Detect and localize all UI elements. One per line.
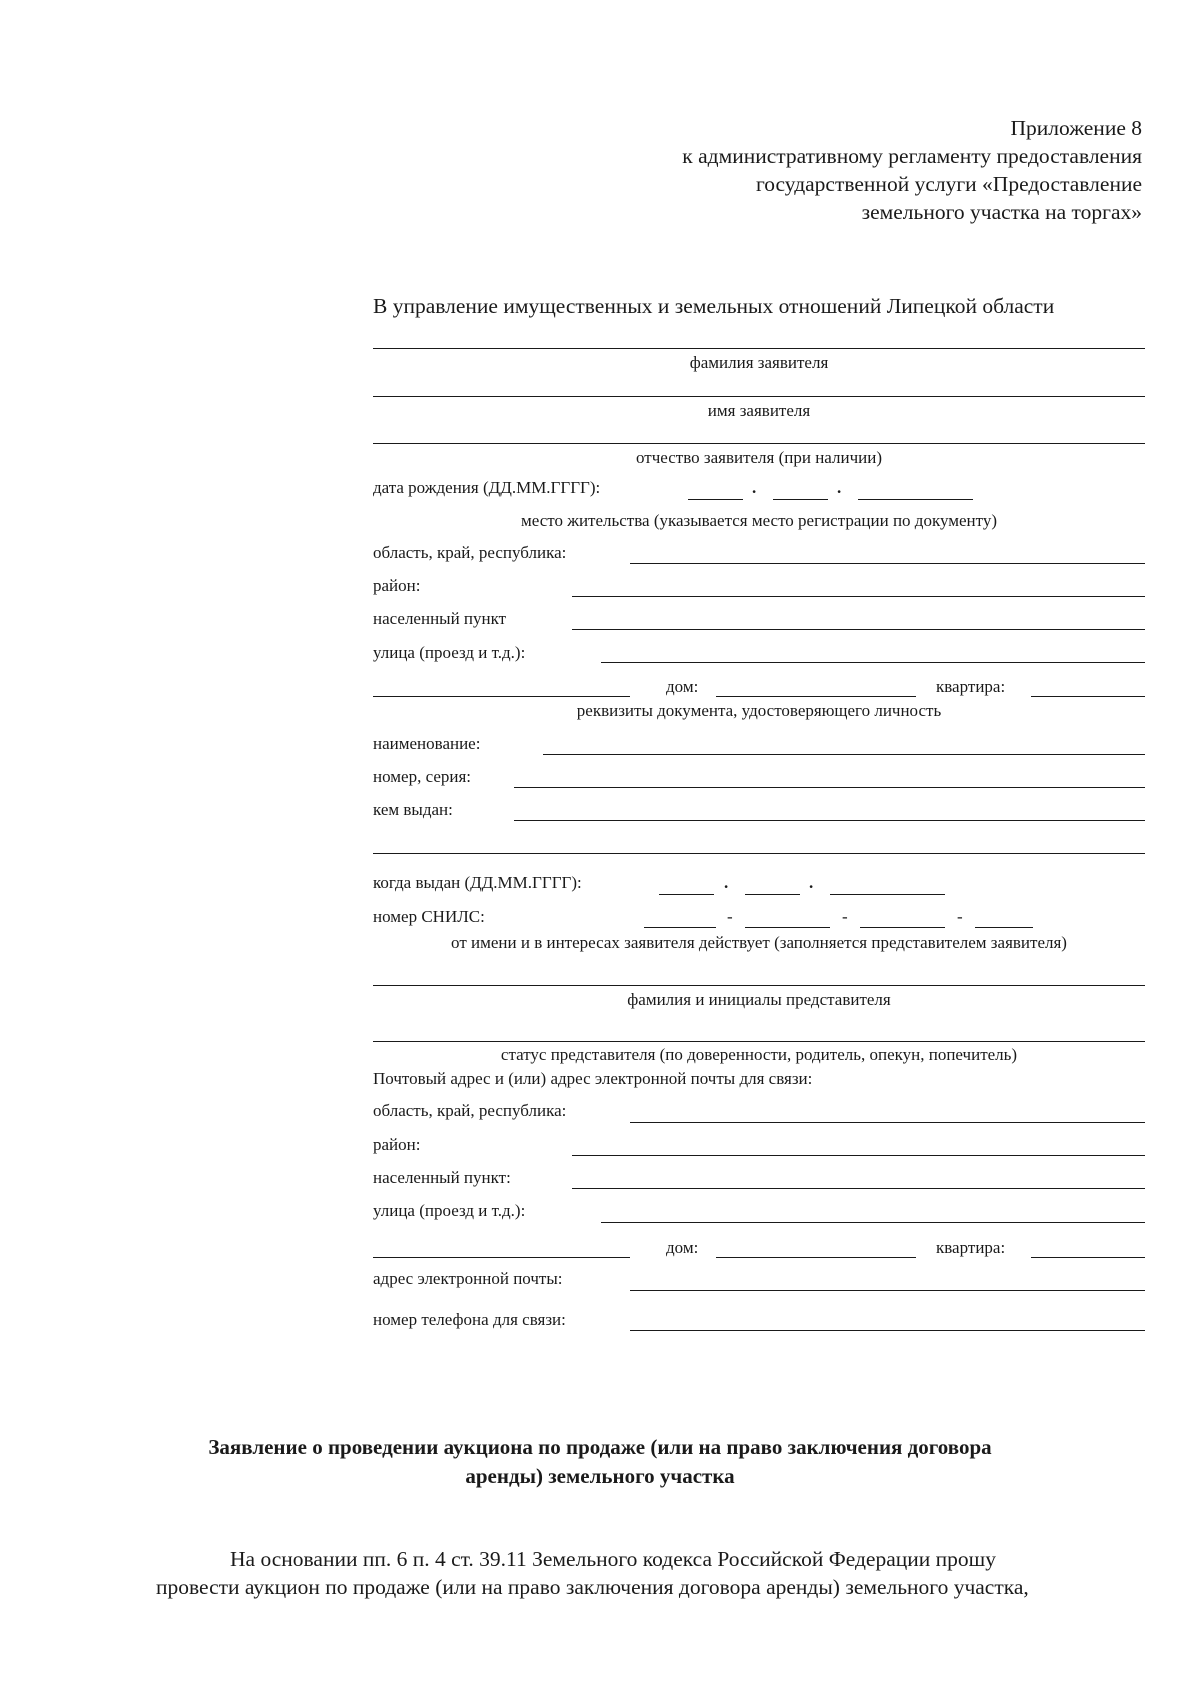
patronymic-caption: отчество заявителя (при наличии): [636, 448, 882, 467]
residence-region-field[interactable]: [630, 563, 1145, 564]
residence-district-field[interactable]: [572, 596, 1145, 597]
identity-doc-caption: реквизиты документа, удостоверяющего личность: [576, 701, 942, 720]
addressee: В управление имущественных и земельных отношений Липецкой области: [373, 294, 1055, 318]
identity-doc-issued-by-field[interactable]: [514, 820, 1145, 821]
email-label: адрес электронной почты:: [373, 1269, 563, 1288]
postal-settlement-label: населенный пункт:: [373, 1168, 511, 1187]
postal-street-continuation-field[interactable]: [373, 1257, 630, 1258]
residence-apartment-label: квартира:: [936, 677, 1006, 696]
postal-settlement-field[interactable]: [572, 1188, 1145, 1189]
issue-date-separator: .: [809, 873, 814, 892]
postal-street-field[interactable]: [601, 1222, 1145, 1223]
postal-caption: Почтовый адрес и (или) адрес электронной почты для связи:: [373, 1069, 813, 1088]
snils-separator: -: [957, 907, 963, 926]
issue-date-separator: .: [724, 873, 729, 892]
statement-title-line1: Заявление о проведении аукциона по продаже (или на право заключения договора: [208, 1435, 992, 1459]
phone-label: номер телефона для связи:: [373, 1310, 566, 1329]
identity-doc-name-label: наименование:: [373, 734, 481, 753]
email-field[interactable]: [630, 1290, 1145, 1291]
residence-settlement-field[interactable]: [572, 629, 1145, 630]
residence-street-continuation-field[interactable]: [373, 696, 630, 697]
patronymic-field[interactable]: [373, 443, 1145, 444]
residence-apartment-field[interactable]: [1031, 696, 1145, 697]
birth-day-field[interactable]: [688, 499, 743, 500]
snils-part2-field[interactable]: [745, 927, 830, 928]
snils-part3-field[interactable]: [860, 927, 945, 928]
identity-doc-issued-by-label: кем выдан:: [373, 800, 453, 819]
residence-region-label: область, край, республика:: [373, 543, 567, 562]
snils-separator: -: [842, 907, 848, 926]
residence-house-field[interactable]: [716, 696, 916, 697]
identity-doc-issue-date-label: когда выдан (ДД.ММ.ГГГГ):: [373, 873, 582, 892]
residence-settlement-label: населенный пункт: [373, 609, 507, 628]
representative-name-caption: фамилия и инициалы представителя: [627, 990, 891, 1009]
residence-caption: место жительства (указывается место регистрации по документу): [520, 511, 998, 530]
birth-year-field[interactable]: [858, 499, 973, 500]
appendix-number: Приложение 8: [1010, 116, 1142, 140]
identity-doc-number-label: номер, серия:: [373, 767, 472, 786]
postal-house-label: дом:: [666, 1238, 699, 1257]
birth-date-separator: .: [837, 478, 842, 497]
identity-doc-number-field[interactable]: [514, 787, 1145, 788]
appendix-service-name-line: земельного участка на торгах»: [861, 200, 1142, 224]
issue-day-field[interactable]: [659, 894, 714, 895]
postal-apartment-label: квартира:: [936, 1238, 1006, 1257]
snils-label: номер СНИЛС:: [373, 907, 485, 926]
postal-street-label: улица (проезд и т.д.):: [373, 1201, 526, 1220]
postal-apartment-field[interactable]: [1031, 1257, 1145, 1258]
statement-body-line1: На основании пп. 6 п. 4 ст. 39.11 Земельного кодекса Российской Федерации прошу: [230, 1547, 996, 1571]
issue-year-field[interactable]: [830, 894, 945, 895]
residence-district-label: район:: [373, 576, 421, 595]
residence-street-label: улица (проезд и т.д.):: [373, 643, 526, 662]
snils-separator: -: [727, 907, 733, 926]
statement-body-line2: провести аукцион по продаже (или на право заключения договора аренды) земельного участка,: [156, 1575, 1029, 1599]
identity-doc-name-field[interactable]: [543, 754, 1145, 755]
birth-month-field[interactable]: [773, 499, 828, 500]
surname-caption: фамилия заявителя: [689, 353, 829, 372]
representative-caption: от имени и в интересах заявителя действует (заполняется представителем заявителя): [451, 933, 1067, 952]
residence-house-label: дом:: [666, 677, 699, 696]
appendix-regulation-line: к административному регламенту предоставления: [682, 144, 1142, 168]
postal-district-label: район:: [373, 1135, 421, 1154]
postal-region-field[interactable]: [630, 1122, 1145, 1123]
issue-month-field[interactable]: [745, 894, 800, 895]
phone-field[interactable]: [630, 1330, 1145, 1331]
representative-status-field[interactable]: [373, 1041, 1145, 1042]
first-name-field[interactable]: [373, 396, 1145, 397]
birth-date-separator: .: [752, 478, 757, 497]
birth-date-label: дата рождения (ДД.ММ.ГГГГ):: [373, 478, 601, 497]
representative-status-caption: статус представителя (по доверенности, родитель, опекун, попечитель): [500, 1045, 1018, 1064]
snils-part4-field[interactable]: [975, 927, 1033, 928]
residence-street-field[interactable]: [601, 662, 1145, 663]
snils-part1-field[interactable]: [644, 927, 716, 928]
identity-doc-issued-by-continuation-field[interactable]: [373, 853, 1145, 854]
postal-district-field[interactable]: [572, 1155, 1145, 1156]
first-name-caption: имя заявителя: [707, 401, 811, 420]
surname-field[interactable]: [373, 348, 1145, 349]
statement-title-line2: аренды) земельного участка: [465, 1464, 735, 1488]
postal-region-label: область, край, республика:: [373, 1101, 567, 1120]
postal-house-field[interactable]: [716, 1257, 916, 1258]
appendix-service-line: государственной услуги «Предоставление: [755, 172, 1142, 196]
representative-name-field[interactable]: [373, 985, 1145, 986]
